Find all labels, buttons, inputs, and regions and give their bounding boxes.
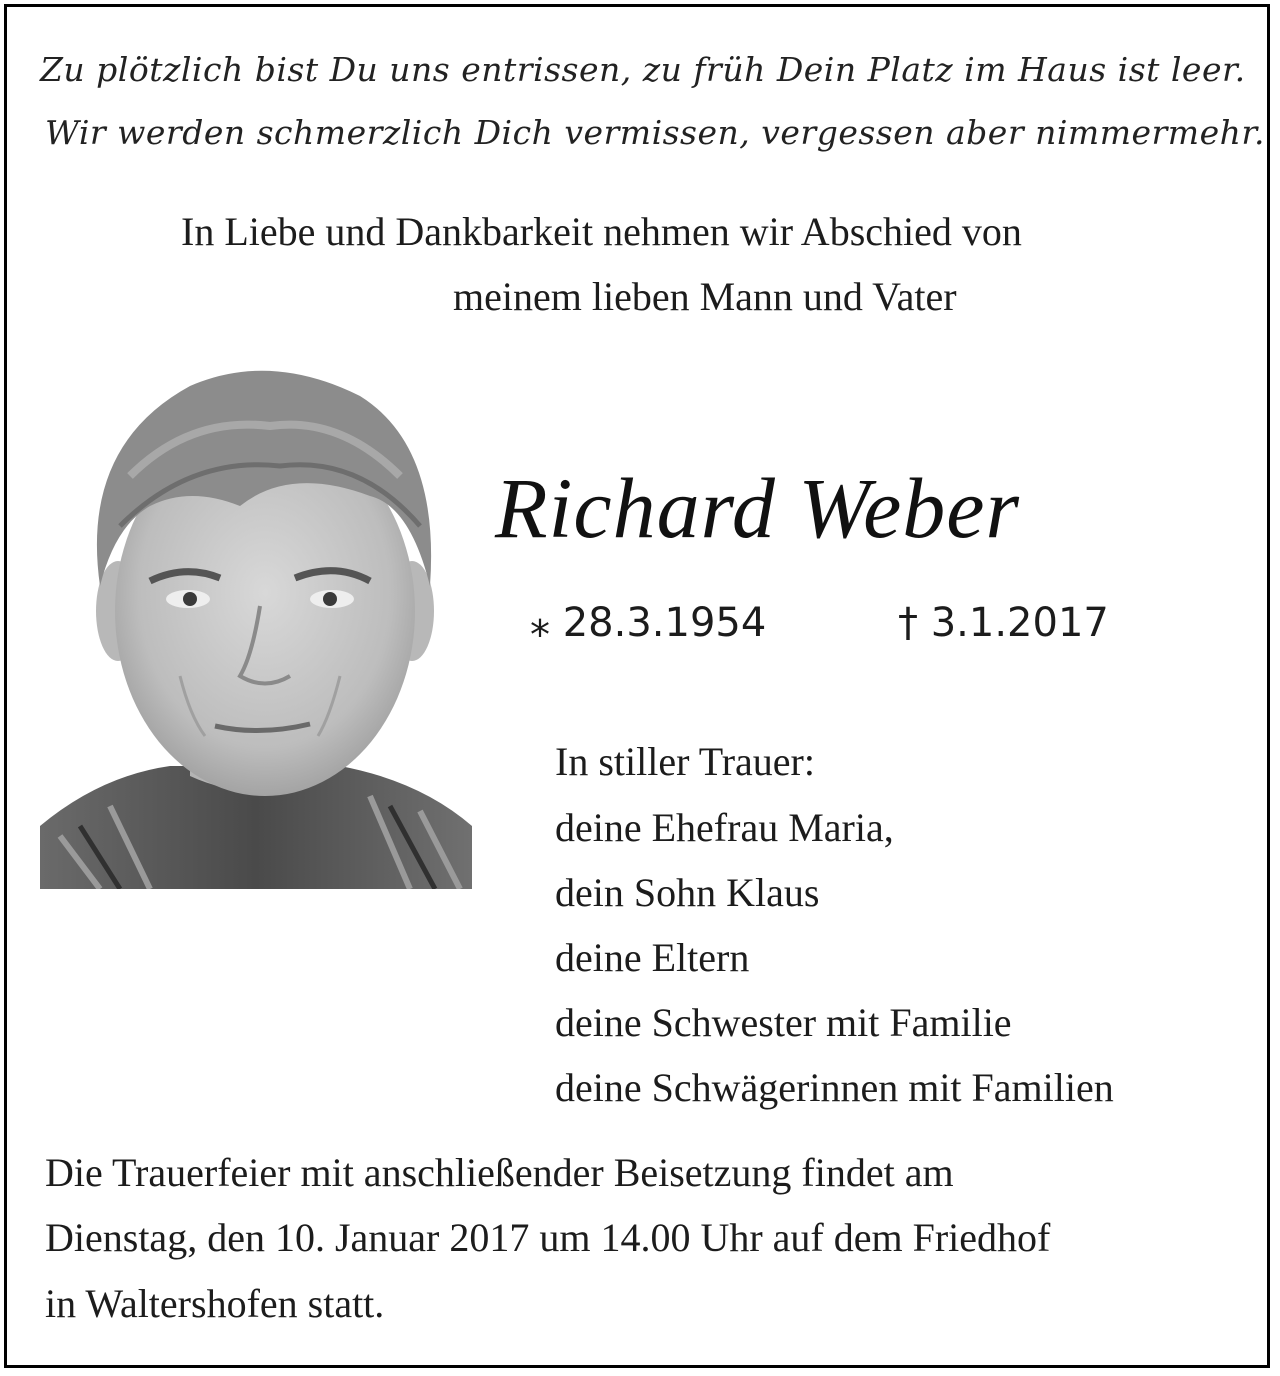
birth-date: 28.3.1954 — [562, 600, 767, 646]
intro-line-2: meinem lieben Mann und Vater — [453, 274, 957, 319]
verse-line-2: Wir werden schmerzlich Dich vermissen, vergessen aber nimmermehr. — [45, 113, 1266, 152]
deceased-name: Richard Weber — [495, 460, 1020, 556]
verse-line-1: Zu plötzlich bist Du uns entrissen, zu früh Dein Platz im Haus ist leer. — [40, 50, 1246, 89]
death-date-line — [898, 600, 1109, 646]
mourners-heading: In stiller Trauer: — [555, 739, 815, 784]
mourner-line: dein Sohn Klaus — [555, 870, 820, 915]
funeral-line-3: in Waltershofen statt. — [45, 1281, 385, 1326]
mourner-line: deine Schwester mit Familie — [555, 1000, 1012, 1045]
funeral-line-1: Die Trauerfeier mit anschließender Beisetzung findet am — [45, 1150, 954, 1195]
mourner-line: deine Eltern — [555, 935, 750, 980]
birth-date-line — [530, 600, 766, 646]
mourner-line: deine Ehefrau Maria, — [555, 805, 894, 850]
death-date: 3.1.2017 — [930, 600, 1109, 646]
funeral-line-2: Dienstag, den 10. Januar 2017 um 14.00 Uhr auf dem Friedhof — [45, 1215, 1051, 1260]
birth-star-icon: ⁎ — [530, 600, 550, 646]
intro-line-1: In Liebe und Dankbarkeit nehmen wir Abschied von — [181, 209, 1022, 254]
mourner-line: deine Schwägerinnen mit Familien — [555, 1065, 1114, 1110]
death-cross-icon: † — [898, 600, 918, 646]
portrait-photo — [40, 356, 472, 889]
